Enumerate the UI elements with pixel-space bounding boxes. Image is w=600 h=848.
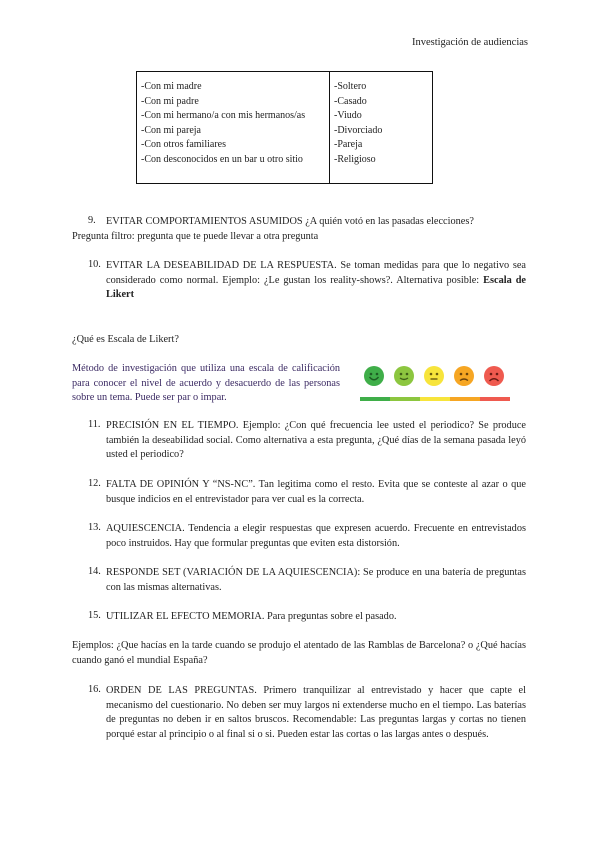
item-title: EVITAR COMPORTAMIENTOS ASUMIDOS <box>106 216 303 227</box>
table-cell: -Con mi pareja <box>141 124 201 136</box>
scale-bar-segment <box>420 397 450 401</box>
table-divider <box>329 72 330 183</box>
item-text: . Se toman medidas para que lo negativo sea considerado como normal. Ejemplo: ¿Le gustan los reality-shows?. Alternativa posible: <box>106 260 526 286</box>
likert-definition: Método de investigación que utiliza una escala de calificación para conocer el nivel de acuerdo y desacuerdo de las personas sobre un tema. Puede ser par o impar. <box>72 363 340 403</box>
table-cell: -Viudo <box>334 110 362 121</box>
page-header: Investigación de audiencias <box>411 37 528 48</box>
table-cell: -Con mi padre <box>141 95 199 107</box>
item-number: 9. <box>88 215 96 226</box>
item-15: UTILIZAR EL EFECTO MEMORIA. Para preguntas sobre el pasado. <box>106 611 397 622</box>
scale-bar-segment <box>360 397 390 401</box>
very-happy-face-icon <box>364 366 384 386</box>
neutral-face-icon <box>424 366 444 386</box>
item-text: ¿A quién votó en las pasadas elecciones? <box>302 216 474 227</box>
item-number: 14. <box>88 566 101 577</box>
likert-bold: Escala de Likert <box>106 274 526 300</box>
scale-bar-segment <box>390 397 420 401</box>
item-14: RESPONDE SET (VARIACIÓN DE LA AQUIESCENCIA): Se produce en una batería de preguntas con las mismas alternativas. <box>106 567 526 593</box>
table-right-column <box>334 80 382 167</box>
table-cell: -Con mi madre <box>141 81 202 92</box>
table-cell: -Con desconocidos en un bar u otro sitio <box>141 153 303 165</box>
table-cell: -Pareja <box>334 139 363 150</box>
sad-face-icon <box>454 366 474 386</box>
options-table <box>136 71 433 184</box>
table-cell: -Soltero <box>334 81 367 92</box>
item-9-note: Pregunta filtro: pregunta que te puede llevar a otra pregunta <box>72 231 319 242</box>
table-cell: -Religioso <box>334 153 376 165</box>
item-title: EVITAR LA DESEABILIDAD DE LA RESPUESTA <box>106 260 335 271</box>
table-cell: -Con otros familiares <box>141 139 226 150</box>
likert-scale-image <box>352 361 514 405</box>
item-10 <box>106 259 526 303</box>
likert-question: ¿Qué es Escala de Likert? <box>72 334 179 345</box>
item-number: 15. <box>88 610 101 621</box>
table-cell: -Divorciado <box>334 124 383 136</box>
very-sad-face-icon <box>484 366 504 386</box>
table-cell: -Con mi hermano/a con mis hermanos/as <box>141 110 306 121</box>
item-13: AQUIESCENCIA. Tendencia a elegir respuestas que expresen acuerdo. Frecuente en entrevistados poco instruidos. Hay que formular preguntas que eviten esta distorsión. <box>106 523 526 549</box>
item-11: PRECISIÓN EN EL TIEMPO. Ejemplo: ¿Con qué frecuencia lee usted el periodico? Se produce también la deseabilidad social. Como alternativa a esta pregunta, ¿Qué días de la semana pasada leyó usted el periodico? <box>106 420 526 460</box>
item-16: ORDEN DE LAS PREGUNTAS. Primero tranquilizar al entrevistado y hacer que capte el mecanismo del cuestionario. No deben ser muy largos ni extenderse mucho en el tiempo. Las baterías de preguntas no deben ir en saltos bruscos. Recomendable: Las preguntas largas y cortas no tienen porqué estar al principio o al final si o si. Pueden estar las cortas o las largas antes o después. <box>106 685 526 740</box>
examples-paragraph: Ejemplos: ¿Que hacías en la tarde cuando se produjo el atentado de las Ramblas de Barcelona? o ¿Qué hacías cuando ganó el mundial España? <box>72 640 526 666</box>
item-number: 10. <box>88 259 101 270</box>
scale-bar-segment <box>450 397 480 401</box>
item-number: 12. <box>88 478 101 489</box>
scale-bar-segment <box>480 397 510 401</box>
item-9 <box>106 215 526 230</box>
table-cell: -Casado <box>334 95 367 107</box>
item-number: 16. <box>88 684 101 695</box>
table-left-column <box>141 80 305 167</box>
item-12: FALTA DE OPINIÓN Y “NS-NC”. Tan legitima como el resto. Evita que se conteste al azar o que busque indicios en el entrevistador para ver cual es la correcta. <box>106 479 526 505</box>
item-number: 11. <box>88 419 101 430</box>
happy-face-icon <box>394 366 414 386</box>
item-number: 13. <box>88 522 101 533</box>
